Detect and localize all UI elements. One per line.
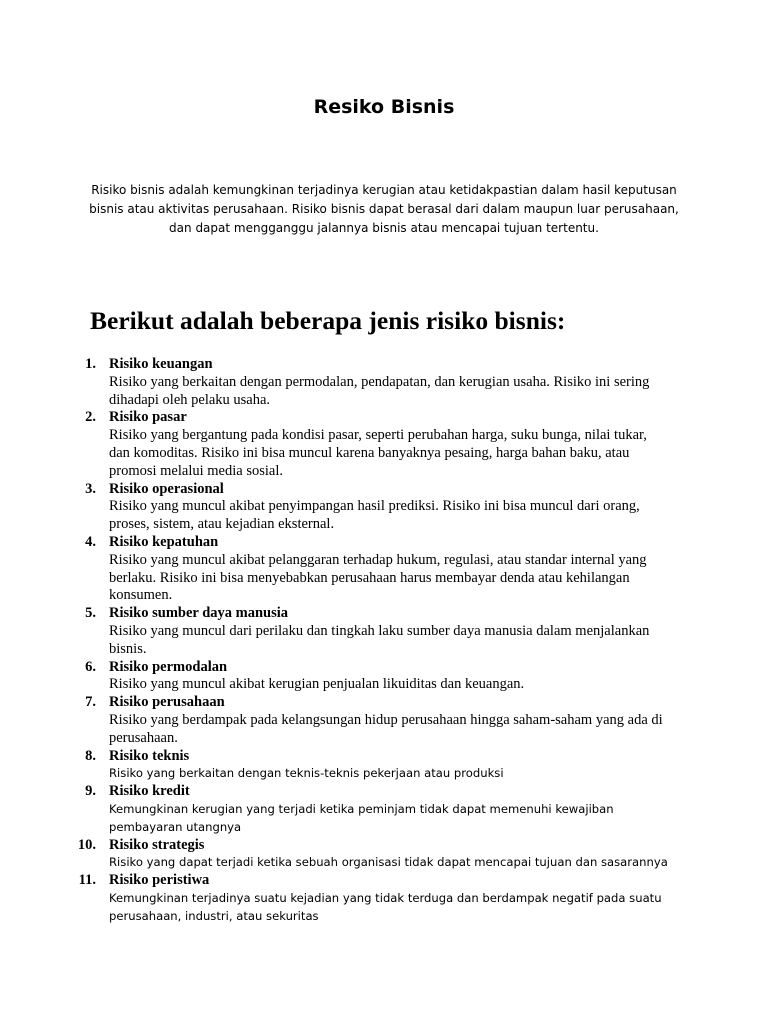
list-item-description: Kemungkinan terjadinya suatu kejadian yang tidak terduga dan berdampak negatif pada suatu perusahaan, industri, atau sekuritas bbox=[109, 890, 662, 923]
list-item-number: 11. bbox=[78, 872, 96, 889]
list-item-number: 4. bbox=[85, 533, 96, 550]
list-item bbox=[0, 872, 669, 925]
list-item bbox=[0, 409, 669, 480]
list-item bbox=[0, 659, 669, 695]
list-item-number: 5. bbox=[85, 605, 96, 622]
list-item-title: Risiko pasar bbox=[109, 409, 187, 426]
risk-list bbox=[0, 356, 768, 926]
intro-paragraph: Risiko bisnis adalah kemungkinan terjadinya kerugian atau ketidakpastian dalam hasil keputusan bisnis atau aktivitas perusahaan. Risiko bisnis dapat berasal dari dalam maupun luar perusahaan, dan dapat mengganggu jalannya bisnis atau mencapai tujuan tertentu. bbox=[89, 183, 679, 235]
page-title: Resiko Bisnis bbox=[313, 96, 455, 118]
list-item-description: Risiko yang bergantung pada kondisi pasar, seperti perubahan harga, suku bunga, nilai tukar, dan komoditas. Risiko ini bisa muncul karena banyaknya pesaing, harga bahan baku, atau promosi melalui media sosial. bbox=[109, 427, 647, 479]
list-item-title: Risiko permodalan bbox=[109, 658, 228, 675]
list-item-title: Risiko operasional bbox=[109, 480, 224, 497]
list-item-title: Risiko keuangan bbox=[109, 356, 213, 372]
list-item-description: Risiko yang muncul akibat penyimpangan hasil prediksi. Risiko ini bisa muncul dari orang, proses, sistem, atau kejadian eksternal. bbox=[109, 498, 640, 533]
list-item bbox=[0, 748, 669, 784]
list-item-title: Risiko sumber daya manusia bbox=[109, 605, 289, 622]
list-item-title: Risiko teknis bbox=[109, 747, 190, 764]
list-item-number: 6. bbox=[85, 658, 96, 675]
list-item-number: 2. bbox=[85, 409, 96, 426]
list-item-description: Risiko yang berdampak pada kelangsungan hidup perusahaan hingga saham-saham yang ada di perusahaan. bbox=[109, 711, 663, 746]
list-item-description: Risiko yang muncul akibat pelanggaran terhadap hukum, regulasi, atau standar internal yang berlaku. Risiko ini bisa menyebabkan perusahaan harus membayar denda atau kehilangan konsumen. bbox=[109, 551, 647, 604]
list-item-title: Risiko peristiwa bbox=[109, 872, 210, 889]
list-item bbox=[0, 783, 669, 836]
list-item-number: 1. bbox=[85, 356, 96, 372]
list-item-description: Risiko yang dapat terjadi ketika sebuah organisasi tidak dapat mencapai tujuan dan sasarannya bbox=[109, 855, 668, 870]
list-item-description: Risiko yang berkaitan dengan teknis-teknis pekerjaan atau produksi bbox=[109, 766, 504, 781]
list-item-number: 8. bbox=[85, 747, 96, 764]
list-item-number: 3. bbox=[85, 480, 96, 497]
list-item-number: 7. bbox=[85, 694, 96, 711]
list-item bbox=[0, 605, 669, 658]
list-item-description: Risiko yang muncul akibat kerugian penjualan likuiditas dan keuangan. bbox=[109, 676, 525, 693]
list-item-title: Risiko perusahaan bbox=[109, 694, 225, 711]
list-item-description: Kemungkinan kerugian yang terjadi ketika peminjam tidak dapat memenuhi kewajiban pembayaran utangnya bbox=[109, 801, 614, 834]
list-item-title: Risiko kepatuhan bbox=[109, 533, 219, 550]
list-item-description: Risiko yang muncul dari perilaku dan tingkah laku sumber daya manusia dalam menjalankan bisnis. bbox=[109, 622, 650, 657]
list-item bbox=[0, 481, 669, 534]
list-item bbox=[0, 356, 669, 409]
list-item bbox=[0, 534, 669, 605]
list-item-title: Risiko strategis bbox=[109, 836, 205, 853]
list-item bbox=[0, 837, 669, 873]
section-heading: Berikut adalah beberapa jenis risiko bisnis: bbox=[90, 306, 566, 335]
list-item-number: 10. bbox=[77, 836, 96, 853]
list-item-title: Risiko kredit bbox=[109, 783, 190, 800]
list-item-description: Risiko yang berkaitan dengan permodalan, pendapatan, dan kerugian usaha. Risiko ini sering dihadapi oleh pelaku usaha. bbox=[109, 373, 650, 408]
list-item bbox=[0, 694, 669, 747]
list-item-number: 9. bbox=[85, 783, 96, 800]
